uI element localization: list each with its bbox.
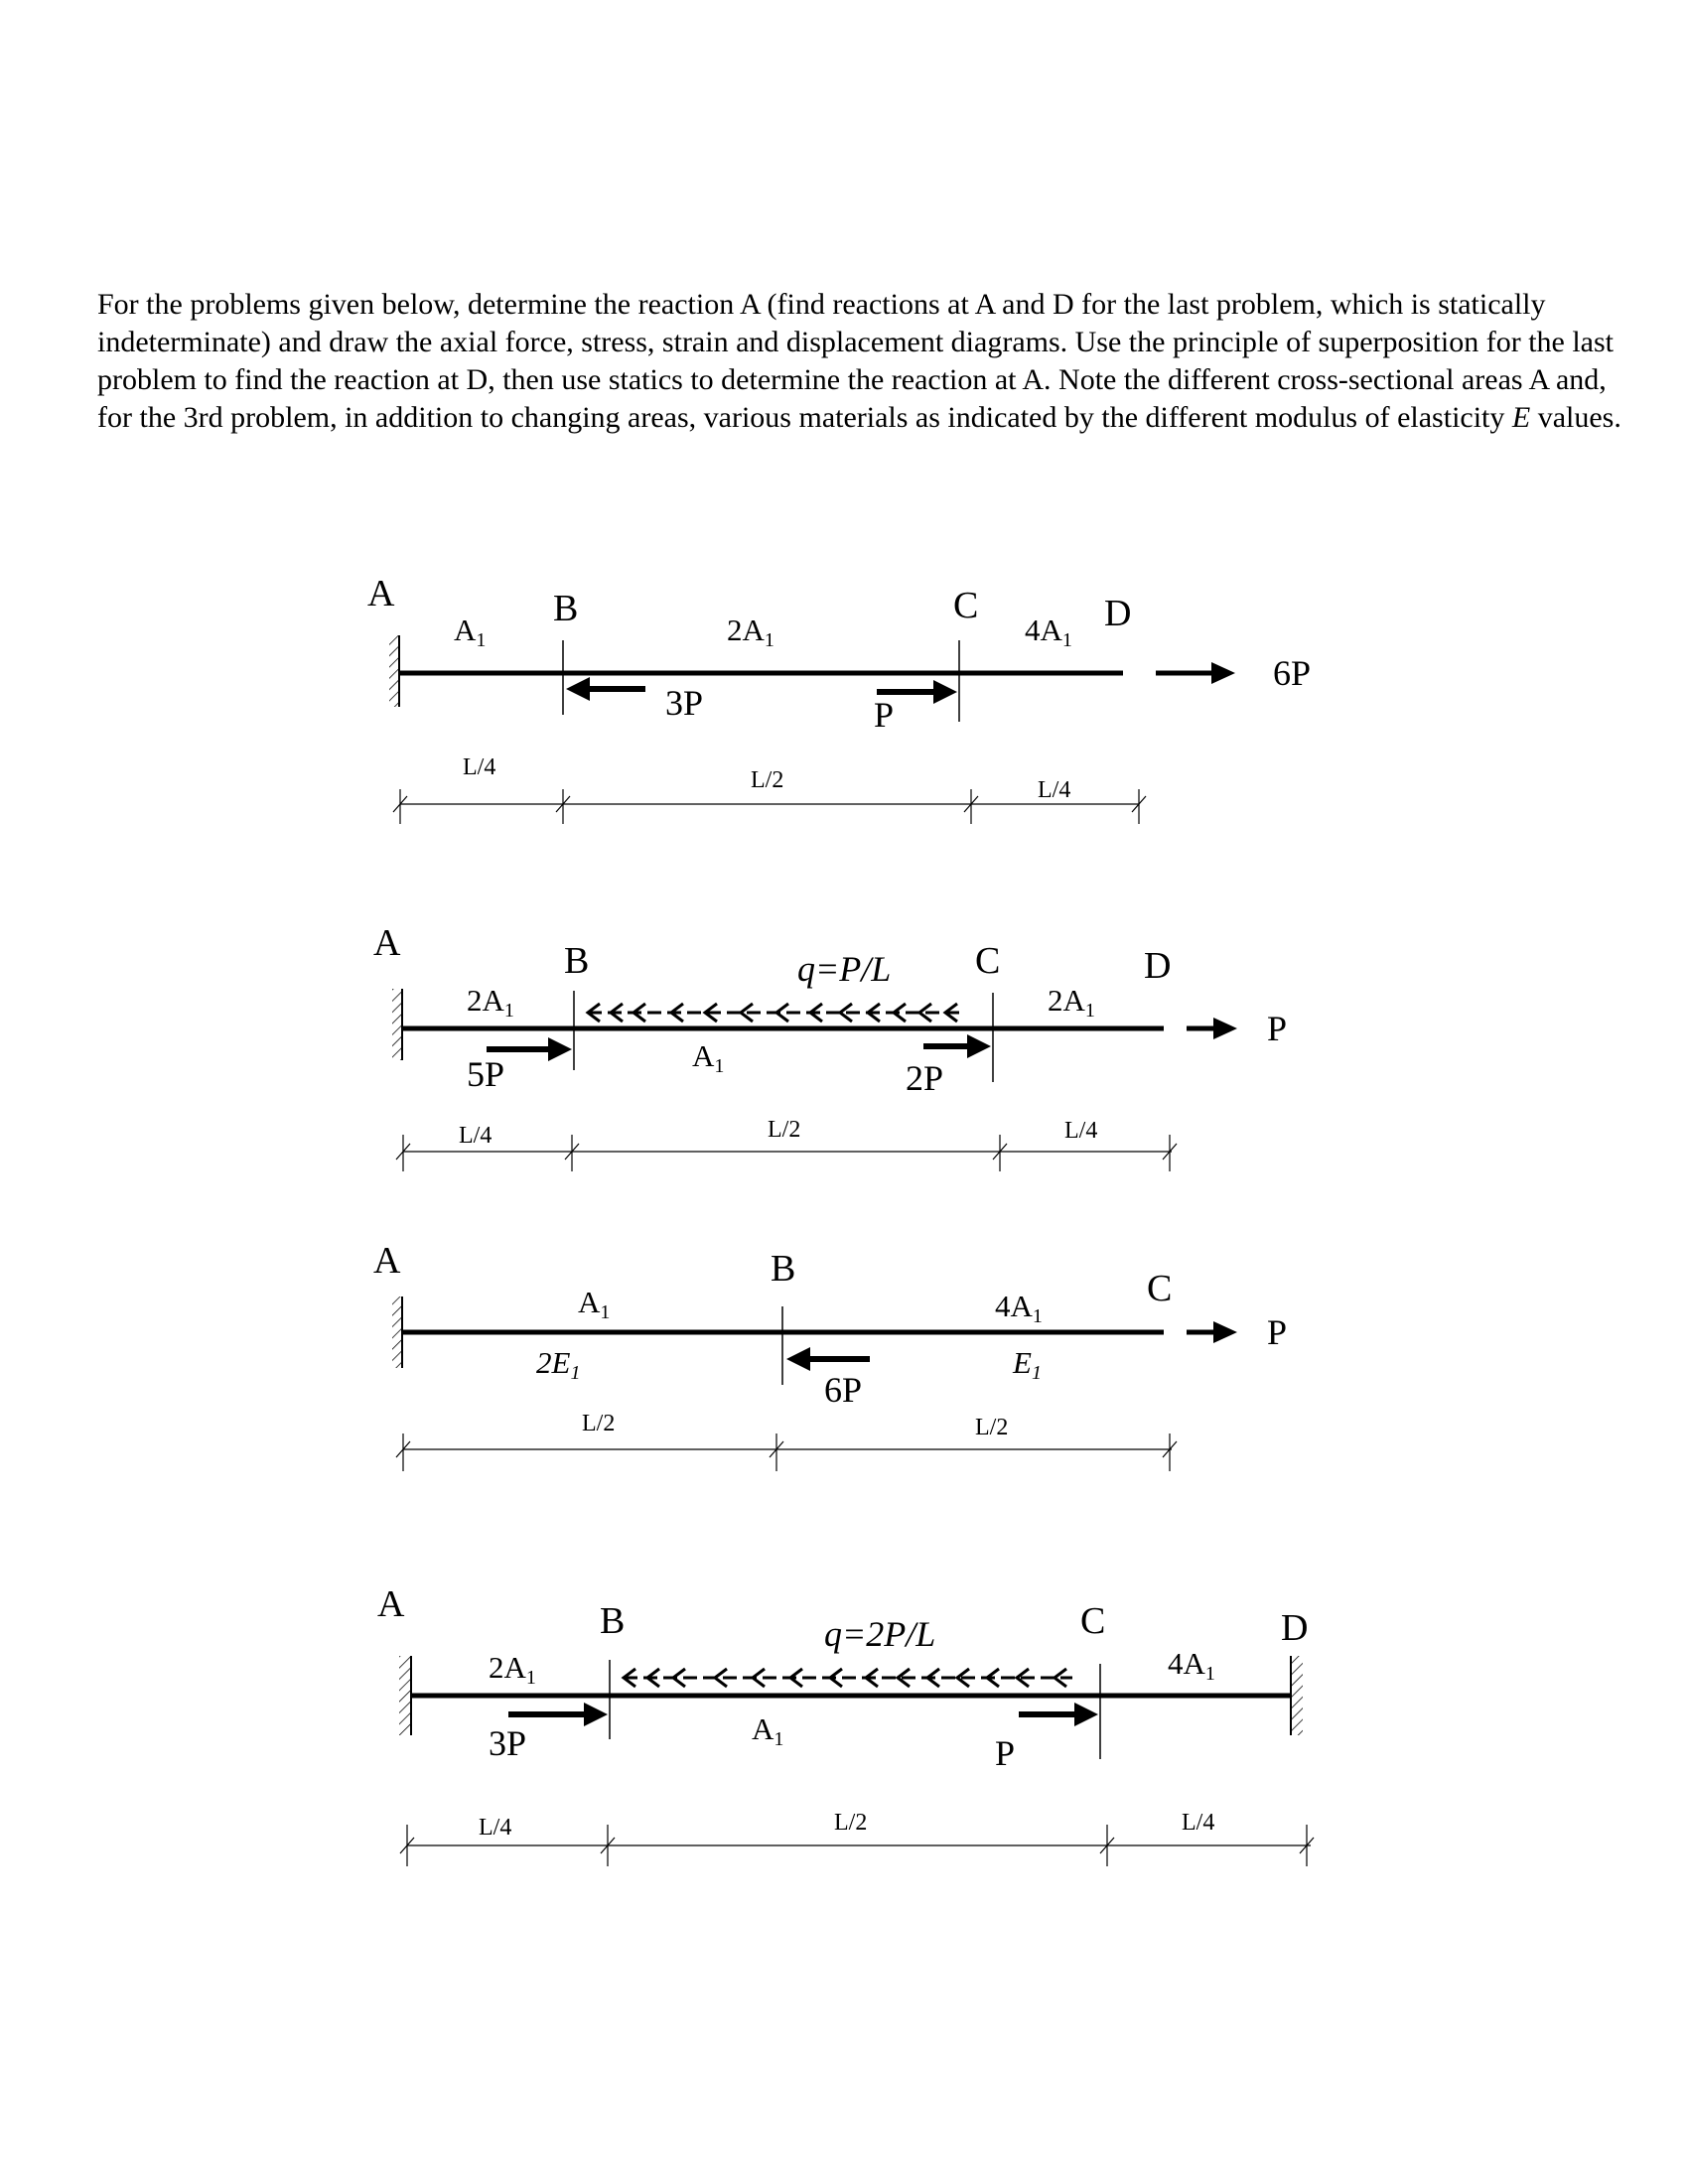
dimension-label-1: L/4 [459,1123,492,1149]
point-label-b: B [564,940,590,982]
force-label-b: 5P [467,1054,505,1094]
force-arrow-c [923,1034,991,1058]
point-label-a: A [373,1240,401,1282]
dimension-label-3: L/4 [1182,1810,1215,1836]
area-label-cd-sub: 1 [1204,1663,1215,1685]
distributed-load-arrows [624,1669,1072,1687]
point-label-a: A [367,573,395,614]
modulus-label-ab-main: 2E [536,1345,571,1380]
distributed-load-arrows [588,1004,965,1022]
point-label-c: C [1080,1600,1106,1642]
point-label-a: A [373,922,401,964]
force-arrow-b [566,677,645,701]
force-arrow-c [1187,1321,1237,1343]
force-arrow-b [786,1347,870,1371]
problem-statement-end: values. [1530,401,1621,434]
dimension-label-1: L/4 [463,754,496,780]
fixed-support-hatch-a [392,989,402,1060]
dimension-label-2: L/2 [834,1810,868,1836]
point-label-b: B [771,1248,796,1290]
area-label-ab-main: 2A [467,983,504,1018]
force-label-d: 6P [1273,653,1312,693]
area-label-ab-main: A [578,1285,601,1319]
force-arrow-d [1156,662,1235,684]
force-label-b: 6P [824,1370,863,1410]
problem-3 [373,1240,1287,1471]
modulus-label-ab-sub: 1 [570,1362,581,1384]
force-arrow-c [1019,1703,1098,1726]
problem-statement-text: For the problems given below, determine the reaction A (find reactions at A and D for the last problem, which is statically indeterminate) and draw the axial force, stress, strain and displacement diagrams. Use the principle of superposition for the last problem to find the reaction at D, then use statics to determine the reaction at A. Note the different cross-sectional areas A and, for the 3rd problem, in addition to changing areas, various materials as indicated by the different modulus of elasticity [97,288,1615,434]
dimension-label-1: L/4 [479,1815,512,1841]
dimension-label-3: L/4 [1064,1118,1098,1144]
force-label-c: 2P [906,1058,944,1098]
area-label-cd-main: 4A [1168,1646,1205,1681]
modulus-label-ab [536,1345,580,1384]
fixed-support-hatch-d [1291,1656,1303,1735]
force-label-c: P [1267,1312,1288,1352]
problem-2 [373,922,1287,1171]
area-label-ab-main: 2A [489,1650,526,1685]
area-label-bc-main: A [692,1038,715,1073]
problem-1 [367,573,1311,824]
area-label-ab [578,1285,610,1323]
distributed-load-label: q=2P/L [824,1614,936,1654]
area-label-bc-sub: 1 [764,629,774,651]
area-label-cd-sub: 1 [1061,629,1072,651]
area-label-ab [467,983,514,1022]
area-label-cd-main: 4A [1025,613,1062,647]
area-label-ab [454,613,486,651]
fixed-support-hatch-a [399,1656,411,1735]
force-label-b: 3P [665,683,704,723]
area-label-ab-sub: 1 [600,1301,611,1323]
point-label-a: A [377,1583,405,1625]
point-label-c: C [1147,1268,1173,1309]
force-label-c: P [874,695,895,735]
dimension-label-2: L/2 [768,1117,801,1143]
point-label-d: D [1104,593,1132,634]
area-label-cd [1025,613,1072,651]
force-label-b: 3P [489,1723,527,1763]
dimension-label-2: L/2 [975,1415,1009,1440]
area-label-bc [995,1289,1043,1327]
force-label-d: P [1267,1009,1288,1048]
modulus-label-bc [1012,1345,1042,1384]
area-label-ab-sub: 1 [503,1000,514,1022]
area-label-bc-sub: 1 [714,1055,725,1077]
area-label-ab-sub: 1 [476,629,487,651]
area-label-bc [692,1038,724,1077]
area-label-bc-main: 4A [995,1289,1033,1323]
force-arrow-d [1187,1018,1237,1039]
point-label-d: D [1281,1607,1309,1649]
force-label-c: P [995,1733,1016,1773]
point-label-c: C [975,940,1001,982]
area-label-bc-sub: 1 [1032,1305,1043,1327]
point-label-b: B [553,588,579,629]
area-label-bc [727,613,774,651]
modulus-label-bc-main: E [1013,1345,1032,1380]
point-label-b: B [600,1600,626,1642]
area-label-bc [752,1711,783,1750]
modulus-label-bc-sub: 1 [1031,1362,1042,1384]
distributed-load-label: q=P/L [797,949,892,989]
modulus-symbol: E [1511,401,1531,434]
area-label-ab-main: A [454,613,477,647]
area-label-bc-sub: 1 [774,1728,784,1750]
dimension-label-2: L/2 [751,767,784,793]
dimension-label-1: L/2 [582,1411,616,1436]
area-label-bc-main: A [752,1711,774,1746]
dimension-label-3: L/4 [1038,777,1071,803]
point-label-d: D [1144,945,1172,987]
fixed-support-hatch-a [389,635,399,707]
area-label-cd [1168,1646,1215,1685]
area-label-cd-sub: 1 [1084,1000,1095,1022]
problem-4 [377,1583,1314,1866]
dimension-line [396,1433,1177,1471]
dimension-line [393,789,1146,824]
area-label-bc-main: 2A [727,613,765,647]
area-label-cd-main: 2A [1048,983,1085,1018]
area-label-ab [489,1650,536,1689]
area-label-ab-sub: 1 [525,1667,536,1689]
area-label-cd [1048,983,1095,1022]
point-label-c: C [953,585,979,626]
fixed-support-hatch-a [392,1297,402,1368]
